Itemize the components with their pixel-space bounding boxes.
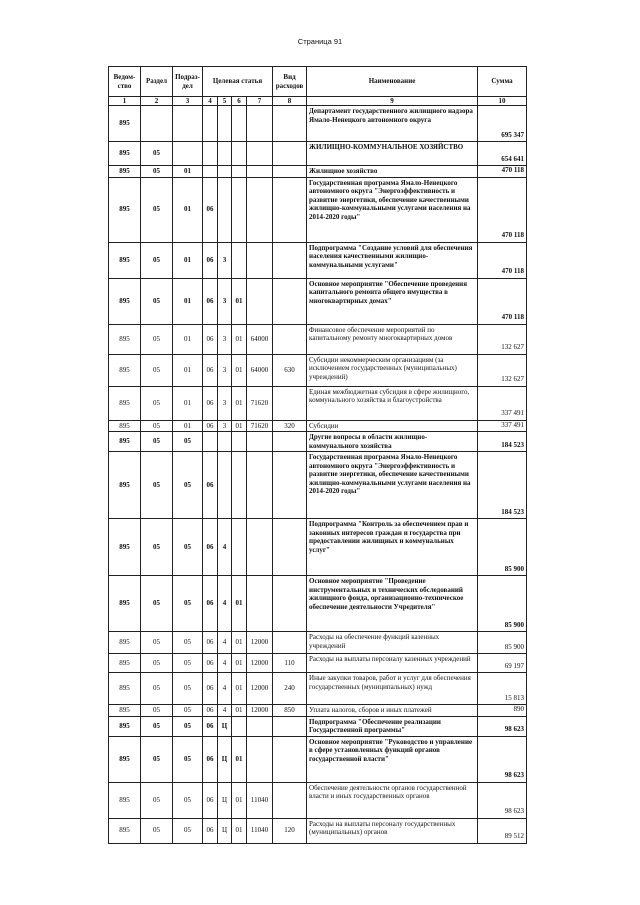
vedomstvo-cell: 895 (109, 818, 141, 843)
event-cell (232, 432, 247, 452)
table-row (109, 716, 527, 736)
program-cell: 06 (203, 818, 218, 843)
direction-cell: 64000 (247, 324, 273, 354)
header-vedomstvo: Ведом- ство (109, 67, 141, 97)
direction-cell: 71620 (247, 420, 273, 432)
col-number: 3 (173, 97, 203, 106)
podrazdel-cell: 01 (173, 177, 203, 242)
naimenovanie-cell: Основное мероприятие "Проведение инструментальных и технических обследований жилищного фонда, организационно-техническое обеспечение деятельности Учредителя" (307, 576, 478, 632)
vedomstvo-cell: 895 (109, 354, 141, 386)
razdel-cell: 05 (141, 324, 173, 354)
subprogram-cell (218, 166, 232, 178)
summa-cell: 337 491 (478, 420, 527, 432)
event-cell (232, 716, 247, 736)
podrazdel-cell: 01 (173, 166, 203, 178)
event-cell: 01 (232, 632, 247, 654)
naimenovanie-cell: Департамент государственного жилищного надзора Ямало-Ненецкого автономного округа (307, 106, 478, 142)
vid-rashodov-cell: 850 (273, 705, 307, 717)
naimenovanie-cell: Основное мероприятие "Руководство и управление в сфере установленных функций органов государственной власти" (307, 736, 478, 782)
naimenovanie-cell: Государственная программа Ямало-Ненецкого автономного округа "Энергоэффективность и развитие энергетики, обеспечение качественными жилищно-коммунальными услугами населения на 2014-2020 годы" (307, 452, 478, 519)
naimenovanie-cell: Единая межбюджетная субсидия в сфере жилищного, коммунального хозяйства и благоустройства (307, 386, 478, 420)
header-podrazdel: Подраз- дел (173, 67, 203, 97)
vedomstvo-cell: 895 (109, 177, 141, 242)
podrazdel-cell: 05 (173, 452, 203, 519)
table-row (109, 278, 527, 324)
subprogram-cell: 3 (218, 324, 232, 354)
header-vid-rashodov: Вид расходов (273, 67, 307, 97)
summa-cell: 85 900 (478, 519, 527, 576)
program-cell: 06 (203, 576, 218, 632)
summa-cell: 69 197 (478, 654, 527, 673)
razdel-cell: 05 (141, 166, 173, 178)
summa-cell: 85 900 (478, 576, 527, 632)
event-cell: 01 (232, 386, 247, 420)
col-number: 2 (141, 97, 173, 106)
vedomstvo-cell: 895 (109, 576, 141, 632)
program-cell (203, 142, 218, 166)
program-cell: 06 (203, 278, 218, 324)
summa-cell: 184 523 (478, 452, 527, 519)
event-cell: 01 (232, 354, 247, 386)
vedomstvo-cell: 895 (109, 654, 141, 673)
naimenovanie-cell: ЖИЛИЩНО-КОММУНАЛЬНОЕ ХОЗЯЙСТВО (307, 142, 478, 166)
podrazdel-cell: 01 (173, 324, 203, 354)
direction-cell (247, 452, 273, 519)
subprogram-cell: 3 (218, 278, 232, 324)
direction-cell (247, 278, 273, 324)
table-row (109, 452, 527, 519)
subprogram-cell: Ц (218, 716, 232, 736)
direction-cell: 11040 (247, 782, 273, 818)
podrazdel-cell: 01 (173, 278, 203, 324)
event-cell (232, 166, 247, 178)
header-celevaya-statya: Целевая статья (203, 67, 273, 97)
vedomstvo-cell: 895 (109, 716, 141, 736)
vid-rashodov-cell (273, 166, 307, 178)
direction-cell (247, 166, 273, 178)
table-row (109, 654, 527, 673)
podrazdel-cell (173, 106, 203, 142)
vedomstvo-cell: 895 (109, 142, 141, 166)
table-row (109, 420, 527, 432)
razdel-cell: 05 (141, 632, 173, 654)
summa-cell: 470 118 (478, 242, 527, 278)
naimenovanie-cell: Другие вопросы в области жилищно-коммунального хозяйства (307, 432, 478, 452)
table-row (109, 386, 527, 420)
event-cell (232, 242, 247, 278)
vedomstvo-cell: 895 (109, 166, 141, 178)
table-row (109, 632, 527, 654)
vid-rashodov-cell (273, 576, 307, 632)
program-cell: 06 (203, 324, 218, 354)
razdel-cell: 05 (141, 354, 173, 386)
vid-rashodov-cell (273, 106, 307, 142)
program-cell: 06 (203, 736, 218, 782)
event-cell: 01 (232, 576, 247, 632)
table-row (109, 519, 527, 576)
subprogram-cell (218, 177, 232, 242)
vid-rashodov-cell (273, 736, 307, 782)
program-cell: 06 (203, 420, 218, 432)
vid-rashodov-cell (273, 452, 307, 519)
col-number: 6 (232, 97, 247, 106)
page-header: Страница 91 (297, 37, 343, 46)
event-cell: 01 (232, 782, 247, 818)
vedomstvo-cell: 895 (109, 386, 141, 420)
subprogram-cell (218, 432, 232, 452)
razdel-cell: 05 (141, 576, 173, 632)
podrazdel-cell: 01 (173, 242, 203, 278)
table-row (109, 673, 527, 705)
vid-rashodov-cell (273, 716, 307, 736)
razdel-cell: 05 (141, 386, 173, 420)
table-row (109, 736, 527, 782)
naimenovanie-cell: Основное мероприятие "Обеспечение проведения капитального ремонта общего имущества в многоквартирных домах" (307, 278, 478, 324)
vedomstvo-cell: 895 (109, 324, 141, 354)
subprogram-cell: 3 (218, 386, 232, 420)
direction-cell (247, 716, 273, 736)
vid-rashodov-cell (273, 242, 307, 278)
col-number: 4 (203, 97, 218, 106)
table-row (109, 242, 527, 278)
table-row (109, 705, 527, 717)
subprogram-cell: 4 (218, 519, 232, 576)
program-cell: 06 (203, 519, 218, 576)
razdel-cell: 05 (141, 716, 173, 736)
program-cell: 06 (203, 177, 218, 242)
direction-cell: 12000 (247, 654, 273, 673)
subprogram-cell: Ц (218, 818, 232, 843)
program-cell (203, 432, 218, 452)
naimenovanie-cell: Субсидии некоммерческим организациям (за исключением государственных (муниципальных) учреждений) (307, 354, 478, 386)
table-row (109, 354, 527, 386)
direction-cell: 12000 (247, 705, 273, 717)
vid-rashodov-cell: 630 (273, 354, 307, 386)
direction-cell (247, 519, 273, 576)
vid-rashodov-cell (273, 782, 307, 818)
summa-cell: 98 623 (478, 782, 527, 818)
summa-cell: 15 813 (478, 673, 527, 705)
program-cell: 06 (203, 782, 218, 818)
vedomstvo-cell: 895 (109, 632, 141, 654)
vedomstvo-cell: 895 (109, 782, 141, 818)
col-number: 8 (273, 97, 307, 106)
summa-cell: 654 641 (478, 142, 527, 166)
vid-rashodov-cell: 320 (273, 420, 307, 432)
col-number: 10 (478, 97, 527, 106)
direction-cell: 11040 (247, 818, 273, 843)
summa-cell: 890 (478, 705, 527, 717)
col-number: 9 (307, 97, 478, 106)
program-cell: 06 (203, 452, 218, 519)
razdel-cell: 05 (141, 177, 173, 242)
vedomstvo-cell: 895 (109, 106, 141, 142)
event-cell: 01 (232, 818, 247, 843)
podrazdel-cell: 05 (173, 654, 203, 673)
vedomstvo-cell: 895 (109, 278, 141, 324)
podrazdel-cell: 05 (173, 432, 203, 452)
razdel-cell (141, 106, 173, 142)
podrazdel-cell: 01 (173, 420, 203, 432)
podrazdel-cell: 05 (173, 519, 203, 576)
program-cell: 06 (203, 386, 218, 420)
summa-cell: 470 118 (478, 166, 527, 178)
event-cell (232, 106, 247, 142)
direction-cell: 12000 (247, 632, 273, 654)
vid-rashodov-cell (273, 386, 307, 420)
program-cell: 06 (203, 654, 218, 673)
subprogram-cell: Ц (218, 736, 232, 782)
vedomstvo-cell: 895 (109, 673, 141, 705)
event-cell: 01 (232, 705, 247, 717)
razdel-cell: 05 (141, 432, 173, 452)
table-row (109, 432, 527, 452)
subprogram-cell: 4 (218, 654, 232, 673)
summa-cell: 470 118 (478, 177, 527, 242)
vid-rashodov-cell (273, 142, 307, 166)
budget-table (108, 66, 527, 844)
program-cell: 06 (203, 242, 218, 278)
vedomstvo-cell: 895 (109, 242, 141, 278)
podrazdel-cell: 05 (173, 716, 203, 736)
razdel-cell: 05 (141, 736, 173, 782)
event-cell: 01 (232, 278, 247, 324)
naimenovanie-cell: Подпрограмма "Обеспечение реализации Государственной программы" (307, 716, 478, 736)
direction-cell (247, 242, 273, 278)
podrazdel-cell: 05 (173, 632, 203, 654)
razdel-cell: 05 (141, 818, 173, 843)
subprogram-cell (218, 452, 232, 519)
summa-cell: 695 347 (478, 106, 527, 142)
event-cell (232, 519, 247, 576)
subprogram-cell: 3 (218, 354, 232, 386)
razdel-cell: 05 (141, 654, 173, 673)
vid-rashodov-cell (273, 177, 307, 242)
naimenovanie-cell: Финансовое обеспечение мероприятий по капитальному ремонту многоквартирных домов (307, 324, 478, 354)
program-cell: 06 (203, 354, 218, 386)
col-number: 5 (218, 97, 232, 106)
summa-cell: 470 118 (478, 278, 527, 324)
event-cell: 01 (232, 736, 247, 782)
subprogram-cell: 4 (218, 576, 232, 632)
naimenovanie-cell: Расходы на выплаты персоналу государственных (муниципальных) органов (307, 818, 478, 843)
program-cell: 06 (203, 716, 218, 736)
razdel-cell: 05 (141, 673, 173, 705)
vedomstvo-cell: 895 (109, 432, 141, 452)
vid-rashodov-cell: 240 (273, 673, 307, 705)
direction-cell (247, 576, 273, 632)
direction-cell: 12000 (247, 673, 273, 705)
summa-cell: 89 512 (478, 818, 527, 843)
subprogram-cell: 3 (218, 420, 232, 432)
vedomstvo-cell: 895 (109, 736, 141, 782)
event-cell: 01 (232, 324, 247, 354)
razdel-cell: 05 (141, 782, 173, 818)
subprogram-cell: 4 (218, 632, 232, 654)
summa-cell: 85 900 (478, 632, 527, 654)
podrazdel-cell: 05 (173, 705, 203, 717)
header-naimenovanie: Наименование (307, 67, 478, 97)
vid-rashodov-cell (273, 324, 307, 354)
event-cell (232, 452, 247, 519)
summa-cell: 184 523 (478, 432, 527, 452)
program-cell (203, 106, 218, 142)
vedomstvo-cell: 895 (109, 705, 141, 717)
podrazdel-cell (173, 142, 203, 166)
razdel-cell: 05 (141, 519, 173, 576)
summa-cell: 132 627 (478, 354, 527, 386)
header-summa: Сумма (478, 67, 527, 97)
table-row (109, 576, 527, 632)
event-cell (232, 177, 247, 242)
table-row (109, 324, 527, 354)
naimenovanie-cell: Жилищное хозяйство (307, 166, 478, 178)
podrazdel-cell: 05 (173, 673, 203, 705)
naimenovanie-cell: Государственная программа Ямало-Ненецкого автономного округа "Энергоэффективность и развитие энергетики, обеспечение качественными жилищно-коммунальными услугами населения на 2014-2020 годы" (307, 177, 478, 242)
naimenovanie-cell: Субсидии (307, 420, 478, 432)
podrazdel-cell: 05 (173, 576, 203, 632)
table-row (109, 177, 527, 242)
naimenovanie-cell: Расходы на обеспечение функций казенных учреждений (307, 632, 478, 654)
event-cell: 01 (232, 673, 247, 705)
event-cell: 01 (232, 654, 247, 673)
subprogram-cell: 4 (218, 705, 232, 717)
podrazdel-cell: 01 (173, 354, 203, 386)
vid-rashodov-cell (273, 432, 307, 452)
table-row (109, 818, 527, 843)
podrazdel-cell: 05 (173, 782, 203, 818)
naimenovanie-cell: Расходы на выплаты персоналу казенных учреждений (307, 654, 478, 673)
razdel-cell: 05 (141, 420, 173, 432)
table-row (109, 106, 527, 142)
podrazdel-cell: 05 (173, 736, 203, 782)
table-row (109, 166, 527, 178)
vedomstvo-cell: 895 (109, 519, 141, 576)
naimenovanie-cell: Уплата налогов, сборов и иных платежей (307, 705, 478, 717)
table-row (109, 782, 527, 818)
razdel-cell: 05 (141, 705, 173, 717)
direction-cell (247, 736, 273, 782)
program-cell: 06 (203, 673, 218, 705)
vid-rashodov-cell: 120 (273, 818, 307, 843)
vid-rashodov-cell (273, 632, 307, 654)
event-cell (232, 142, 247, 166)
naimenovanie-cell: Иные закупки товаров, работ и услуг для обеспечения государственных (муниципальных) нужд (307, 673, 478, 705)
razdel-cell: 05 (141, 452, 173, 519)
subprogram-cell (218, 106, 232, 142)
podrazdel-cell: 01 (173, 386, 203, 420)
direction-cell (247, 142, 273, 166)
vid-rashodov-cell: 110 (273, 654, 307, 673)
direction-cell: 64000 (247, 354, 273, 386)
program-cell (203, 166, 218, 178)
col-number: 7 (247, 97, 273, 106)
direction-cell: 71620 (247, 386, 273, 420)
program-cell: 06 (203, 632, 218, 654)
summa-cell: 98 623 (478, 716, 527, 736)
subprogram-cell: 3 (218, 242, 232, 278)
col-number: 1 (109, 97, 141, 106)
subprogram-cell: Ц (218, 782, 232, 818)
vid-rashodov-cell (273, 519, 307, 576)
vedomstvo-cell: 895 (109, 420, 141, 432)
subprogram-cell (218, 142, 232, 166)
summa-cell: 98 623 (478, 736, 527, 782)
podrazdel-cell: 05 (173, 818, 203, 843)
razdel-cell: 05 (141, 242, 173, 278)
vid-rashodov-cell (273, 278, 307, 324)
event-cell: 01 (232, 420, 247, 432)
naimenovanie-cell: Обеспечение деятельности органов государственной власти и иных государственных органов (307, 782, 478, 818)
program-cell: 06 (203, 705, 218, 717)
summa-cell: 337 491 (478, 386, 527, 420)
table-body (109, 106, 527, 844)
header-razdel: Раздел (141, 67, 173, 97)
direction-cell (247, 177, 273, 242)
direction-cell (247, 432, 273, 452)
naimenovanie-cell: Подпрограмма "Создание условий для обеспечения населения качественными жилищно-коммунальными услугами" (307, 242, 478, 278)
direction-cell (247, 106, 273, 142)
razdel-cell: 05 (141, 278, 173, 324)
summa-cell: 132 627 (478, 324, 527, 354)
vedomstvo-cell: 895 (109, 452, 141, 519)
naimenovanie-cell: Подпрограмма "Контроль за обеспечением прав и законных интересов граждан и государства при предоставлении жилищных и коммунальных услуг" (307, 519, 478, 576)
subprogram-cell: 4 (218, 673, 232, 705)
razdel-cell: 05 (141, 142, 173, 166)
table-row (109, 142, 527, 166)
